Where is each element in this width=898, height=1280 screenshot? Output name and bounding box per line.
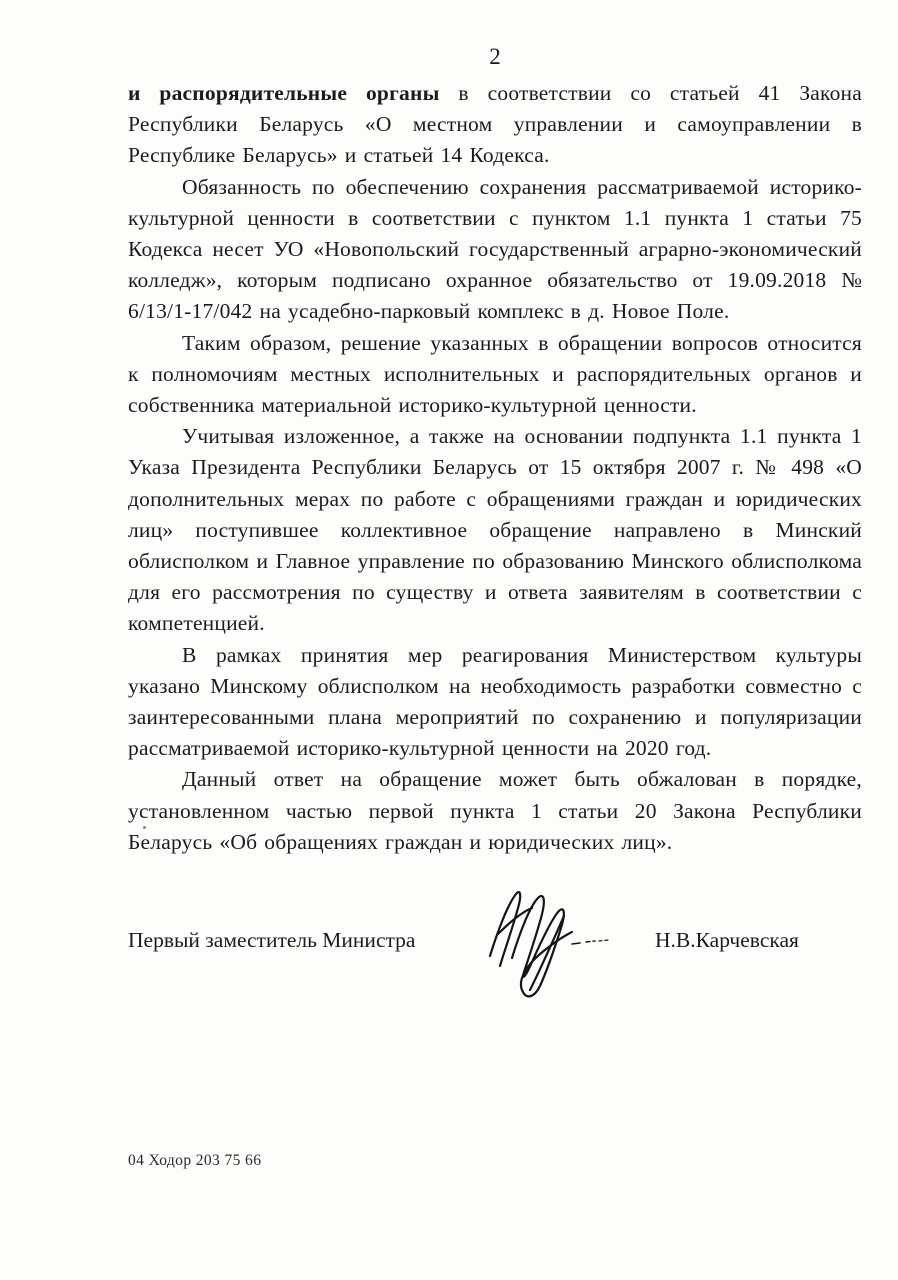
paragraph [128,78,862,172]
letter-body [128,42,862,1025]
page-number: 2 [489,44,501,69]
signature-block [128,900,862,1025]
signatory-name: Н.В.Карчевская [655,928,799,953]
paragraph: Данный ответ на обращение может быть обжалован в порядке, установленном частью первой пункта 1 статьи 20 Закона Республики Беларусь «Об обращениях граждан и юридических лиц». [128,767,862,854]
paragraph: Учитывая изложенное, а также на основании подпункта 1.1 пункта 1 Указа Президента Республики Беларусь от 15 октября 2007 г. № 498 «О дополнительных мерах по работе с обращениями граждан и юридических лиц» поступившее коллективное обращение направлено в Минский облисполком и Главное управление по образованию Минского облисполкома для его рассмотрения по существу и ответа заявителям в соответствии с компетенцией. [128,424,862,636]
paragraph-bold-lead: и распорядительные органы [128,81,440,105]
executor-reference: 04 Ходор 203 75 66 [128,1152,262,1169]
handwritten-signature [468,882,618,1004]
paragraph-text: в соответствии со статьей 41 Закона Республики Беларусь «О местном управлении и самоуправлении в Республике Беларусь» и статьей 14 Кодекса. [128,81,862,168]
scan-artifact-speck [143,826,146,829]
paragraph: В рамках принятия мер реагирования Министерством культуры указано Минскому облисполком на необходимость разработки совместно с заинтересованными плана мероприятий по сохранению и популяризации рассматриваемой историко-культурной ценности на 2020 год. [128,642,862,761]
signatory-title: Первый заместитель Министра [128,928,416,953]
paragraph: Обязанность по обеспечению сохранения рассматриваемой историко-культурной ценности в соответствии с пунктом 1.1 пункта 1 статьи 75 Кодекса несет УО «Новопольский государственный аграрно-экономический колледж», которым подписано охранное обязательство от 19.09.2018 № 6/13/1-17/042 на усадебно-парковый комплекс в д. Новое Поле. [128,174,862,324]
paragraph: Таким образом, решение указанных в обращении вопросов относится к полномочиям местных исполнительных и распорядительных органов и собственника материальной историко-культурной ценности. [128,330,862,418]
